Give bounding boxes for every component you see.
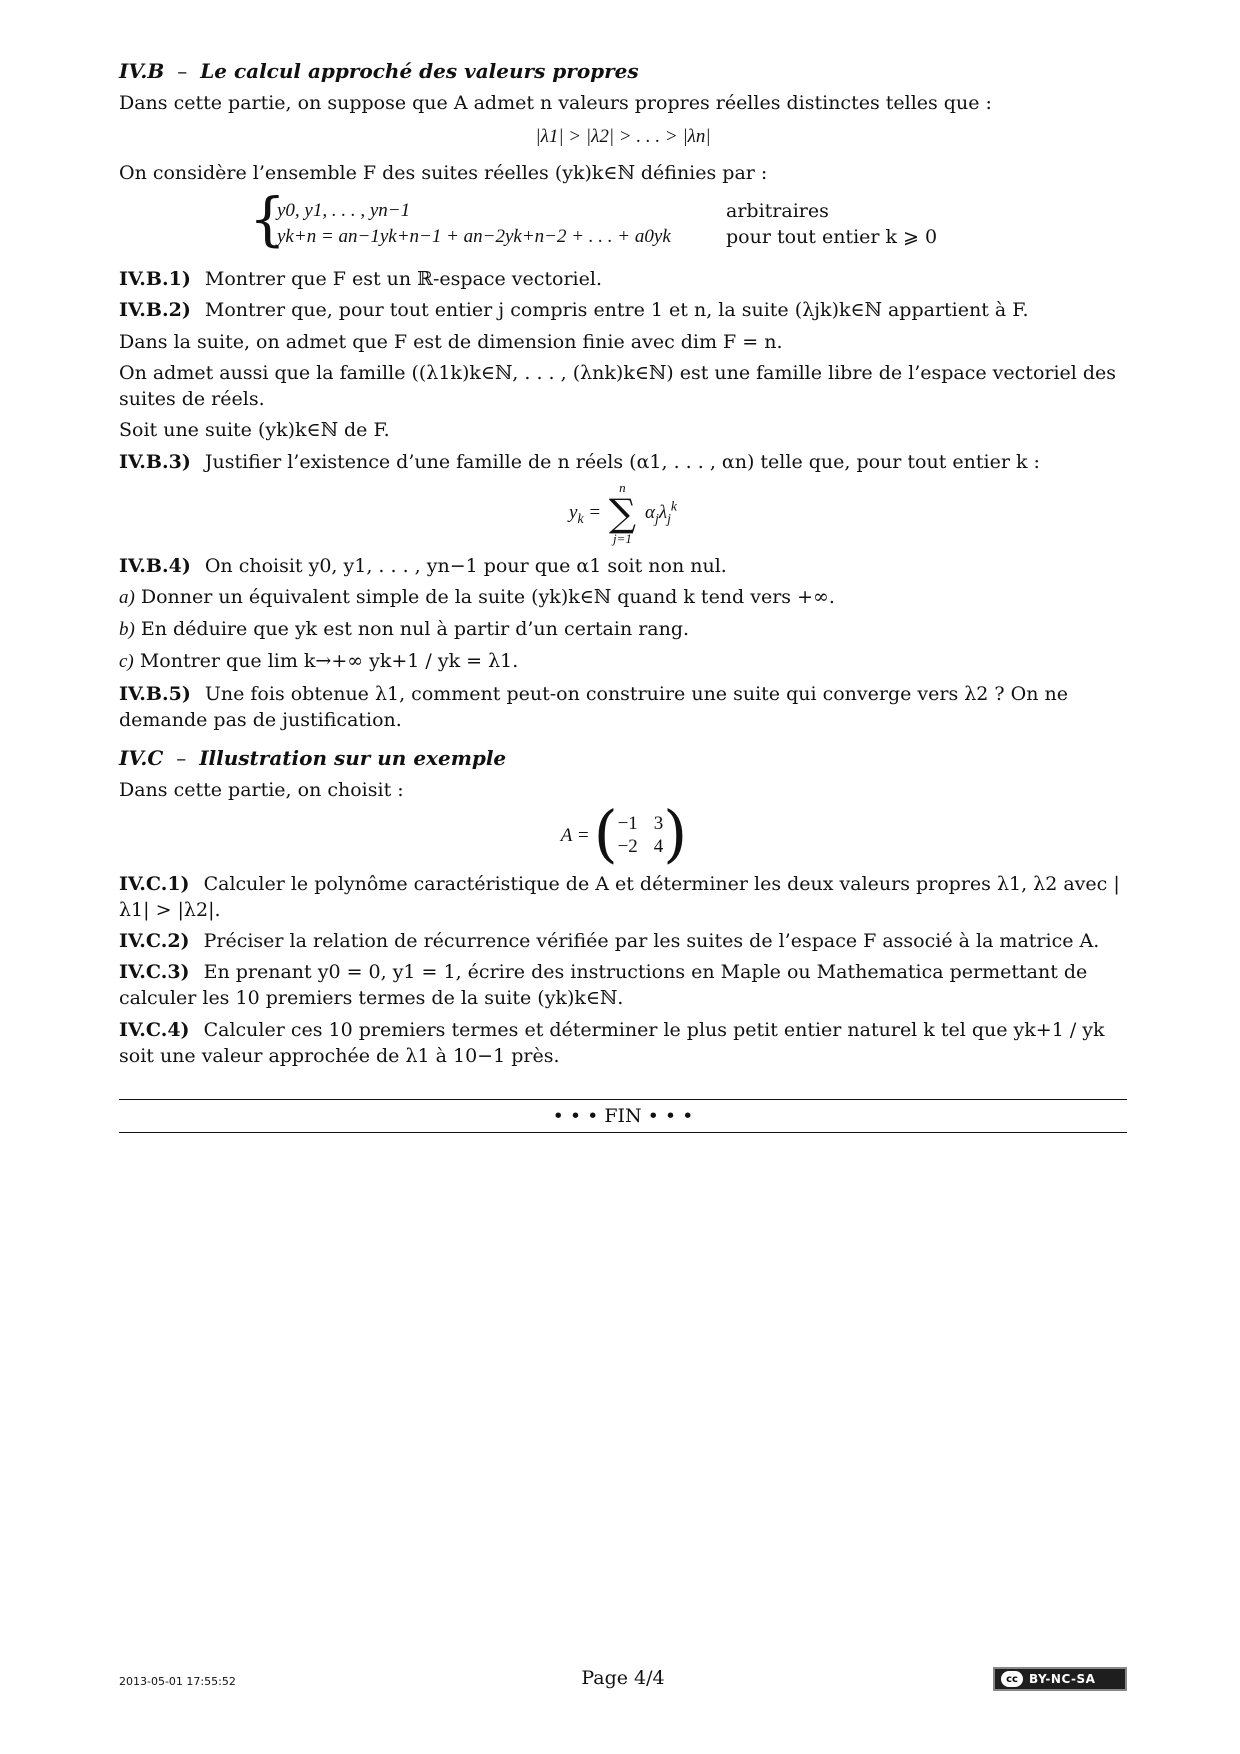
left-paren-icon: ( xyxy=(593,796,618,870)
question-c1-text: Calculer le polynôme caractéristique de A et déterminer les deux valeurs propres λ1, λ2 avec |λ1| > |λ2|. xyxy=(119,872,1120,921)
question-c3-text: En prenant y0 = 0, y1 = 1, écrire des instructions en Maple ou Mathematica permettant de calculer les 10 premiers termes de la suite (yk)k∈ℕ. xyxy=(119,961,1088,1010)
question-b4a-label: a) xyxy=(119,587,135,608)
question-b4-label: IV.B.4) xyxy=(119,554,191,577)
question-b3-text: Justifier l’existence d’une famille de n réels (α1, . . . , αn) telle que, pour tout entier k : xyxy=(204,450,1040,473)
question-b4c-text: Montrer que lim k→+∞ yk+1 / yk = λ1. xyxy=(139,650,519,673)
question-c1 xyxy=(119,871,1127,923)
question-b1 xyxy=(119,266,1127,292)
matrix-name: A = xyxy=(560,824,590,846)
section-c-dash: – xyxy=(176,746,187,771)
question-c3 xyxy=(119,959,1127,1011)
question-b3 xyxy=(119,449,1127,475)
question-b2 xyxy=(119,297,1127,323)
creative-commons-icon: cc xyxy=(1001,1671,1023,1687)
sum-symbol: n ∑ j=1 xyxy=(608,479,636,546)
matrix-cell: 4 xyxy=(653,835,664,857)
question-b4a xyxy=(119,584,1127,611)
system-line-1-note: arbitraires xyxy=(726,200,829,223)
question-c3-label: IV.C.3) xyxy=(119,961,190,984)
question-c1-label: IV.C.1) xyxy=(119,872,190,895)
license-text: BY-NC-SA xyxy=(1029,1672,1096,1686)
question-b4b-text: En déduire que yk est non nul à partir d’un certain rang. xyxy=(140,618,690,641)
section-c-title: Illustration sur un exemple xyxy=(199,746,507,771)
sum-lhs: $y_k$ = xyxy=(569,501,606,526)
section-c-label: IV.C xyxy=(119,746,164,771)
matrix-definition xyxy=(119,796,1127,870)
question-b4b-label: b) xyxy=(119,619,135,641)
brace-icon: { xyxy=(249,185,286,254)
timestamp: 2013-05-01 17:55:52 xyxy=(119,1675,236,1688)
admission-free-family: On admet aussi que la famille ((λ1k)k∈ℕ, . . . , (λnk)k∈ℕ) est une famille libre de l’espace vectoriel des suites de réels. xyxy=(119,361,1117,411)
question-c2 xyxy=(119,928,1127,954)
matrix-a xyxy=(593,796,688,870)
sum-formula xyxy=(119,481,1127,545)
end-block xyxy=(119,1099,1127,1133)
section-b-title: Le calcul approché des valeurs propres xyxy=(200,59,639,83)
admission-dimension: Dans la suite, on admet que F est de dimension finie avec dim F = n. xyxy=(119,330,783,353)
section-b-dash: – xyxy=(177,59,188,83)
section-b-intro: Dans cette partie, on suppose que A admet n valeurs propres réelles distinctes telles que : xyxy=(119,91,992,114)
question-b5-text: Une fois obtenue λ1, comment peut-on construire une suite qui converge vers λ2 ? On ne demande pas de justification. xyxy=(119,682,1068,731)
question-b1-label: IV.B.1) xyxy=(119,268,191,291)
question-b5-label: IV.B.5) xyxy=(119,682,191,705)
right-paren-icon: ) xyxy=(663,796,688,870)
question-c2-label: IV.C.2) xyxy=(119,929,190,952)
license-badge[interactable] xyxy=(993,1667,1127,1691)
question-b4a-text: Donner un équivalent simple de la suite (yk)k∈ℕ quand k tend vers +∞. xyxy=(140,586,835,608)
sum-term: $\alpha_j\lambda_j^k$ xyxy=(645,498,677,526)
question-b4 xyxy=(119,553,1127,579)
matrix-cell: −1 xyxy=(617,812,638,834)
section-c-heading xyxy=(119,745,1127,773)
page-footer xyxy=(119,1667,1127,1697)
system-line-1: y0, y1, . . . , yn−1 xyxy=(277,200,411,222)
question-c4 xyxy=(119,1017,1127,1069)
section-b-label: IV.B xyxy=(119,59,165,83)
divider-bottom xyxy=(119,1132,1127,1133)
question-b4-text: On choisit y0, y1, . . . , yn−1 pour que α1 soit non nul. xyxy=(204,554,727,577)
question-b4c xyxy=(119,648,1127,675)
recurrence-system xyxy=(119,185,1127,254)
system-line-2-note: pour tout entier k ⩾ 0 xyxy=(726,226,938,249)
question-c4-label: IV.C.4) xyxy=(119,1018,190,1041)
question-c4-text: Calculer ces 10 premiers termes et déterminer le plus petit entier naturel k tel que yk+1 / yk soit une valeur approchée de λ1 à 10−1 près. xyxy=(119,1018,1105,1067)
end-marker: • • • FIN • • • xyxy=(552,1105,694,1128)
page-number: Page 4/4 xyxy=(581,1667,665,1689)
set-definition: On considère l’ensemble F des suites réelles (yk)k∈ℕ définies par : xyxy=(119,162,768,185)
section-b-heading xyxy=(119,58,1127,86)
let-sequence: Soit une suite (yk)k∈ℕ de F. xyxy=(119,419,390,442)
exam-page xyxy=(119,58,1127,1133)
question-b1-text: Montrer que F est un ℝ-espace vectoriel. xyxy=(204,268,602,291)
question-b4b xyxy=(119,616,1127,643)
matrix-cell: 3 xyxy=(653,812,664,834)
question-b3-label: IV.B.3) xyxy=(119,450,191,473)
matrix-cell: −2 xyxy=(617,835,638,857)
eigen-inequality: |λ1| > |λ2| > . . . > |λn| xyxy=(535,125,711,147)
system-line-2: yk+n = an−1yk+n−1 + an−2yk+n−2 + . . . + a0yk xyxy=(277,226,671,248)
question-c2-text: Préciser la relation de récurrence vérifiée par les suites de l’espace F associé à la matrice A. xyxy=(203,929,1100,952)
question-b2-text: Montrer que, pour tout entier j compris entre 1 et n, la suite (λjk)k∈ℕ appartient à F. xyxy=(204,299,1029,322)
question-b5 xyxy=(119,681,1127,733)
section-c-intro: Dans cette partie, on choisit : xyxy=(119,778,404,801)
question-b4c-label: c) xyxy=(119,651,134,673)
question-b2-label: IV.B.2) xyxy=(119,299,191,322)
